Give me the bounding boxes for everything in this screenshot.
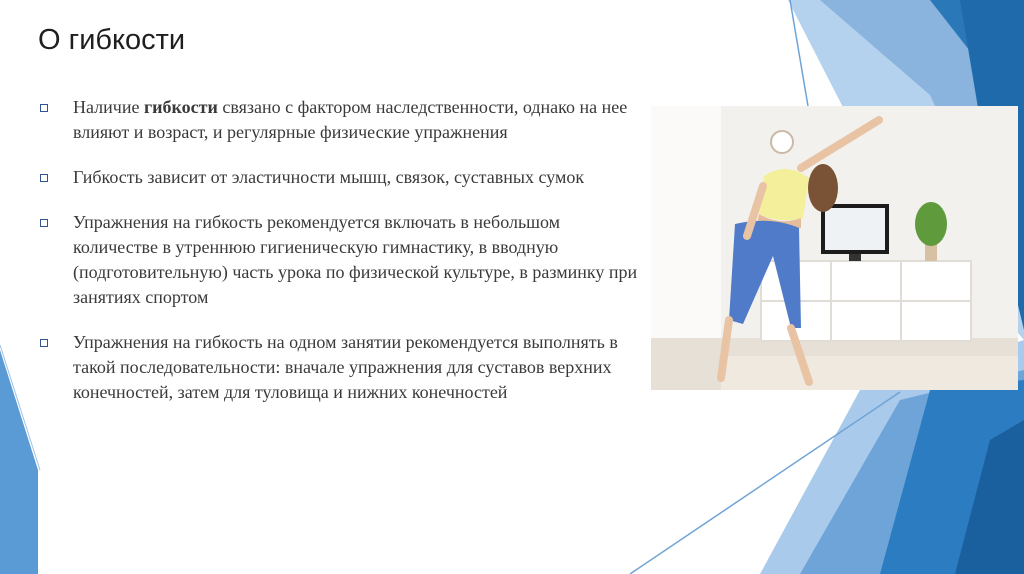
- photo-rug: [721, 356, 1018, 390]
- bullet-text: Упражнения на гибкость рекомендуется включать в небольшом количестве в утреннюю гигиеническую гимнастику, в вводную (подготовительную) часть урока по физической культуре, в разминку при занятиях спортом: [73, 212, 638, 307]
- clock-icon: [771, 131, 793, 153]
- woman-hair: [808, 164, 838, 212]
- bullet-text-bold: гибкости: [143, 97, 218, 117]
- deco-shape-left: [0, 350, 38, 574]
- photo-window-light: [651, 106, 721, 366]
- square-bullet-icon: [40, 339, 48, 347]
- square-bullet-icon: [40, 219, 48, 227]
- plant-pot: [925, 244, 937, 261]
- slide-title: О гибкости: [38, 24, 186, 56]
- tv-stand: [849, 254, 861, 261]
- bullet-text-rest: связано с фактором наследственности, однако на нее влияют и возраст, и регулярные физические упражнения: [73, 97, 628, 142]
- bullet-text-lead: Наличие: [73, 97, 144, 117]
- plant-icon: [915, 202, 947, 246]
- bullet-list: [40, 95, 640, 425]
- woman-top: [759, 169, 809, 220]
- square-bullet-icon: [40, 104, 48, 112]
- bullet-text: Упражнения на гибкость на одном занятии рекомендуется выполнять в такой последовательности: вначале упражнения для суставов верхних конечностей, затем для туловища и нижних конечностей: [73, 332, 618, 402]
- bullet-item: [40, 165, 640, 190]
- bullet-item: [40, 210, 640, 310]
- bullet-item: [40, 95, 640, 145]
- tv-screen: [825, 208, 885, 250]
- bullet-item: [40, 330, 640, 405]
- square-bullet-icon: [40, 174, 48, 182]
- bullet-text: Гибкость зависит от эластичности мышц, связок, суставных сумок: [73, 167, 585, 187]
- stretching-woman-photo: [651, 106, 1018, 390]
